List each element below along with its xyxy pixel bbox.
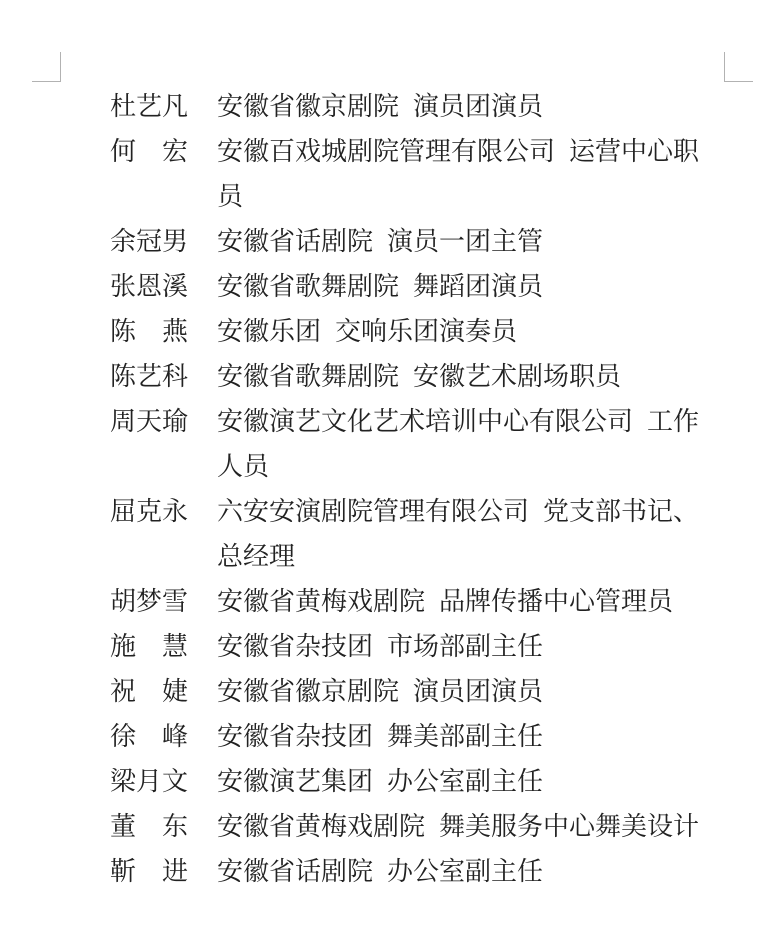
- person-org: 六安安演剧院管理有限公司: [217, 497, 530, 526]
- list-item: [110, 219, 726, 264]
- margin-crop-mark-top-left: [32, 52, 61, 82]
- person-org: 安徽乐团: [217, 317, 322, 346]
- person-org: 安徽省话剧院: [217, 227, 374, 256]
- list-item: [110, 264, 726, 309]
- person-name: 周天瑜: [110, 407, 189, 436]
- person-name: 余冠男: [110, 227, 189, 256]
- person-title: 办公室副主任: [387, 857, 544, 886]
- person-title: 安徽艺术剧场职员: [413, 362, 622, 391]
- person-name: 屈克永: [110, 497, 189, 526]
- person-title: 演员一团主管: [387, 227, 544, 256]
- person-title: 舞美部副主任: [387, 722, 544, 751]
- list-item: [110, 804, 726, 849]
- list-item: [110, 579, 726, 624]
- person-affiliation: [217, 489, 725, 579]
- person-title: 办公室副主任: [387, 767, 544, 796]
- person-name: 施 慧: [110, 632, 189, 661]
- list-item: [110, 129, 726, 219]
- person-name: 梁月文: [110, 767, 189, 796]
- person-name: 杜艺凡: [110, 92, 189, 121]
- person-title: 交响乐团演奏员: [335, 317, 518, 346]
- person-org: 安徽省徽京剧院: [217, 677, 400, 706]
- list-item: [110, 399, 726, 489]
- person-org: 安徽省黄梅戏剧院: [217, 812, 426, 841]
- person-affiliation: [217, 219, 725, 264]
- person-affiliation: [217, 129, 725, 219]
- person-title: 舞美服务中心舞美设计: [439, 812, 700, 841]
- person-org: 安徽演艺集团: [217, 767, 374, 796]
- person-affiliation: [217, 759, 725, 804]
- person-org: 安徽省话剧院: [217, 857, 374, 886]
- list-item: [110, 849, 726, 894]
- person-name: 靳 进: [110, 857, 189, 886]
- list-item: [110, 669, 726, 714]
- list-item: [110, 309, 726, 354]
- personnel-roster: [110, 84, 726, 894]
- margin-crop-mark-top-right: [724, 52, 753, 82]
- person-affiliation: [217, 579, 725, 624]
- person-name: 胡梦雪: [110, 587, 189, 616]
- person-affiliation: [217, 669, 725, 714]
- person-affiliation: [217, 354, 725, 399]
- list-item: [110, 759, 726, 804]
- person-affiliation: [217, 624, 725, 669]
- list-item: [110, 354, 726, 399]
- person-affiliation: [217, 84, 725, 129]
- person-org: 安徽省杂技团: [217, 722, 374, 751]
- person-title: 党支部书记、总经理: [217, 497, 700, 571]
- list-item: [110, 84, 726, 129]
- person-affiliation: [217, 309, 725, 354]
- person-name: 董 东: [110, 812, 189, 841]
- person-title: 舞蹈团演员: [413, 272, 544, 301]
- person-org: 安徽百戏城剧院管理有限公司: [217, 137, 556, 166]
- person-affiliation: [217, 714, 725, 759]
- person-title: 市场部副主任: [387, 632, 544, 661]
- person-affiliation: [217, 264, 725, 309]
- list-item: [110, 714, 726, 759]
- person-title: 工作人员: [217, 407, 700, 481]
- person-title: 运营中心职员: [217, 137, 700, 211]
- person-name: 陈 燕: [110, 317, 189, 346]
- list-item: [110, 624, 726, 669]
- person-name: 祝 婕: [110, 677, 189, 706]
- person-name: 徐 峰: [110, 722, 189, 751]
- person-org: 安徽省歌舞剧院: [217, 362, 400, 391]
- person-org: 安徽省杂技团: [217, 632, 374, 661]
- person-name: 张恩溪: [110, 272, 189, 301]
- person-org: 安徽演艺文化艺术培训中心有限公司: [217, 407, 634, 436]
- person-org: 安徽省歌舞剧院: [217, 272, 400, 301]
- person-affiliation: [217, 804, 725, 849]
- person-org: 安徽省黄梅戏剧院: [217, 587, 426, 616]
- list-item: [110, 489, 726, 579]
- person-title: 演员团演员: [413, 92, 544, 121]
- person-affiliation: [217, 849, 725, 894]
- person-name: 陈艺科: [110, 362, 189, 391]
- person-affiliation: [217, 399, 725, 489]
- person-name: 何 宏: [110, 137, 189, 166]
- person-title: 品牌传播中心管理员: [439, 587, 674, 616]
- person-org: 安徽省徽京剧院: [217, 92, 400, 121]
- person-title: 演员团演员: [413, 677, 544, 706]
